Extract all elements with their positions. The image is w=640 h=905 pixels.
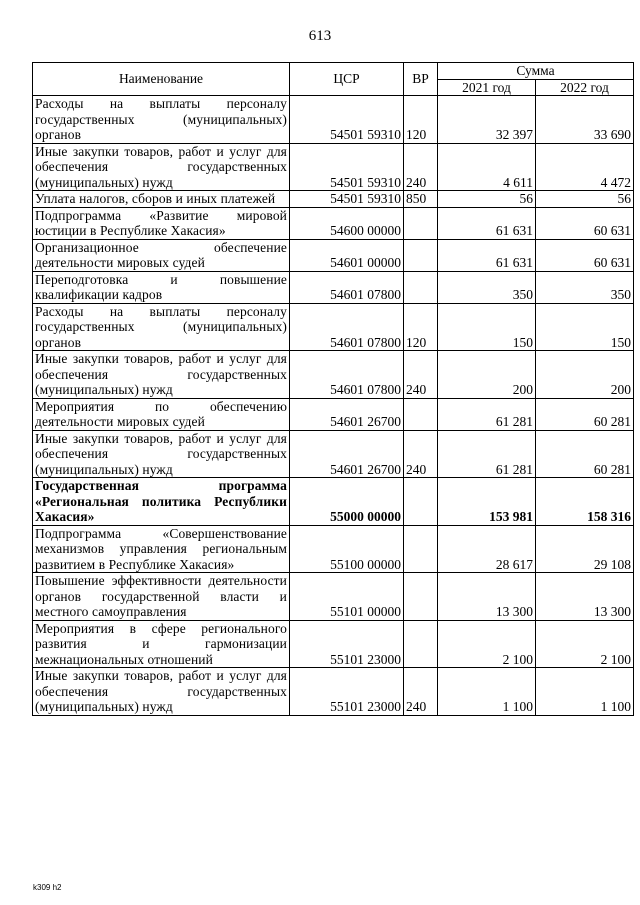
row-name: Подпрограмма «Совершенствование механизмов управления региональным развитием в Республике Хакасия» bbox=[33, 525, 290, 573]
table-row bbox=[33, 271, 634, 303]
row-vr: 240 bbox=[404, 351, 438, 399]
page-number: 613 bbox=[308, 28, 332, 44]
row-name: Иные закупки товаров, работ и услуг для обеспечения государственных (муниципальных) нужд bbox=[33, 143, 290, 191]
row-csr: 54501 59310 bbox=[290, 143, 404, 191]
row-2021: 153 981 bbox=[438, 478, 536, 526]
row-2021: 61 281 bbox=[438, 398, 536, 430]
row-name: Расходы на выплаты персоналу государственных (муниципальных) органов bbox=[33, 96, 290, 144]
table-row bbox=[33, 620, 634, 668]
header-sum: Сумма bbox=[438, 63, 634, 80]
row-csr: 54501 59310 bbox=[290, 96, 404, 144]
header-year-2021: 2021 год bbox=[438, 79, 536, 96]
table-row bbox=[33, 239, 634, 271]
row-name: Подпрограмма «Развитие мировой юстиции в Республике Хакасия» bbox=[33, 207, 290, 239]
table-row bbox=[33, 525, 634, 573]
row-2021: 4 611 bbox=[438, 143, 536, 191]
row-2022: 60 281 bbox=[536, 398, 634, 430]
row-csr: 55101 00000 bbox=[290, 573, 404, 621]
row-name: Организационное обеспечение деятельности мировых судей bbox=[33, 239, 290, 271]
row-vr bbox=[404, 525, 438, 573]
row-name: Переподготовка и повышение квалификации кадров bbox=[33, 271, 290, 303]
row-2022: 200 bbox=[536, 351, 634, 399]
table-row bbox=[33, 143, 634, 191]
row-csr: 54601 07800 bbox=[290, 271, 404, 303]
row-2022: 350 bbox=[536, 271, 634, 303]
row-vr bbox=[404, 573, 438, 621]
row-2022: 150 bbox=[536, 303, 634, 351]
table-row bbox=[33, 96, 634, 144]
row-2022: 13 300 bbox=[536, 573, 634, 621]
row-vr bbox=[404, 239, 438, 271]
row-csr: 55101 23000 bbox=[290, 668, 404, 716]
row-2022: 158 316 bbox=[536, 478, 634, 526]
row-vr: 120 bbox=[404, 303, 438, 351]
row-vr: 240 bbox=[404, 430, 438, 478]
row-csr: 54600 00000 bbox=[290, 207, 404, 239]
row-2021: 32 397 bbox=[438, 96, 536, 144]
row-vr: 850 bbox=[404, 191, 438, 208]
row-vr: 120 bbox=[404, 96, 438, 144]
row-name: Расходы на выплаты персоналу государственных (муниципальных) органов bbox=[33, 303, 290, 351]
row-name: Иные закупки товаров, работ и услуг для обеспечения государственных (муниципальных) нужд bbox=[33, 430, 290, 478]
header-year-2022: 2022 год bbox=[536, 79, 634, 96]
row-2021: 150 bbox=[438, 303, 536, 351]
row-vr bbox=[404, 478, 438, 526]
row-csr: 54501 59310 bbox=[290, 191, 404, 208]
row-2021: 56 bbox=[438, 191, 536, 208]
row-vr bbox=[404, 271, 438, 303]
row-csr: 55101 23000 bbox=[290, 620, 404, 668]
budget-table bbox=[32, 62, 634, 716]
table-row bbox=[33, 207, 634, 239]
row-csr: 54601 00000 bbox=[290, 239, 404, 271]
row-csr: 54601 26700 bbox=[290, 430, 404, 478]
header-csr: ЦСР bbox=[290, 63, 404, 96]
row-2022: 60 631 bbox=[536, 207, 634, 239]
row-2022: 33 690 bbox=[536, 96, 634, 144]
table-row bbox=[33, 303, 634, 351]
row-csr: 54601 07800 bbox=[290, 351, 404, 399]
table-row bbox=[33, 191, 634, 208]
table-row bbox=[33, 430, 634, 478]
row-vr bbox=[404, 620, 438, 668]
row-csr: 55100 00000 bbox=[290, 525, 404, 573]
row-2022: 1 100 bbox=[536, 668, 634, 716]
row-2022: 4 472 bbox=[536, 143, 634, 191]
row-2021: 1 100 bbox=[438, 668, 536, 716]
row-name: Иные закупки товаров, работ и услуг для обеспечения государственных (муниципальных) нужд bbox=[33, 668, 290, 716]
row-2022: 29 108 bbox=[536, 525, 634, 573]
row-2021: 350 bbox=[438, 271, 536, 303]
row-2021: 13 300 bbox=[438, 573, 536, 621]
table-row bbox=[33, 351, 634, 399]
table-row-program bbox=[33, 478, 634, 526]
row-vr: 240 bbox=[404, 143, 438, 191]
row-2021: 2 100 bbox=[438, 620, 536, 668]
row-name: Уплата налогов, сборов и иных платежей bbox=[33, 191, 290, 208]
row-2022: 2 100 bbox=[536, 620, 634, 668]
row-vr bbox=[404, 207, 438, 239]
row-2022: 56 bbox=[536, 191, 634, 208]
row-2021: 200 bbox=[438, 351, 536, 399]
table-row bbox=[33, 668, 634, 716]
table-row bbox=[33, 398, 634, 430]
table-row bbox=[33, 573, 634, 621]
row-name: Повышение эффективности деятельности органов государственной власти и местного самоуправления bbox=[33, 573, 290, 621]
header-name: Наименование bbox=[33, 63, 290, 96]
row-2021: 61 631 bbox=[438, 239, 536, 271]
row-csr: 54601 07800 bbox=[290, 303, 404, 351]
page-footer-code: k309 h2 bbox=[33, 883, 62, 892]
row-2021: 28 617 bbox=[438, 525, 536, 573]
row-2021: 61 281 bbox=[438, 430, 536, 478]
row-csr: 54601 26700 bbox=[290, 398, 404, 430]
row-name: Государственная программа «Региональная политика Республики Хакасия» bbox=[33, 478, 290, 526]
row-vr bbox=[404, 398, 438, 430]
row-name: Иные закупки товаров, работ и услуг для обеспечения государственных (муниципальных) нужд bbox=[33, 351, 290, 399]
row-2022: 60 281 bbox=[536, 430, 634, 478]
row-name: Мероприятия в сфере регионального развития и гармонизации межнациональных отношений bbox=[33, 620, 290, 668]
row-name: Мероприятия по обеспечению деятельности мировых судей bbox=[33, 398, 290, 430]
row-csr: 55000 00000 bbox=[290, 478, 404, 526]
header-vr: ВР bbox=[404, 63, 438, 96]
row-2021: 61 631 bbox=[438, 207, 536, 239]
row-vr: 240 bbox=[404, 668, 438, 716]
row-2022: 60 631 bbox=[536, 239, 634, 271]
